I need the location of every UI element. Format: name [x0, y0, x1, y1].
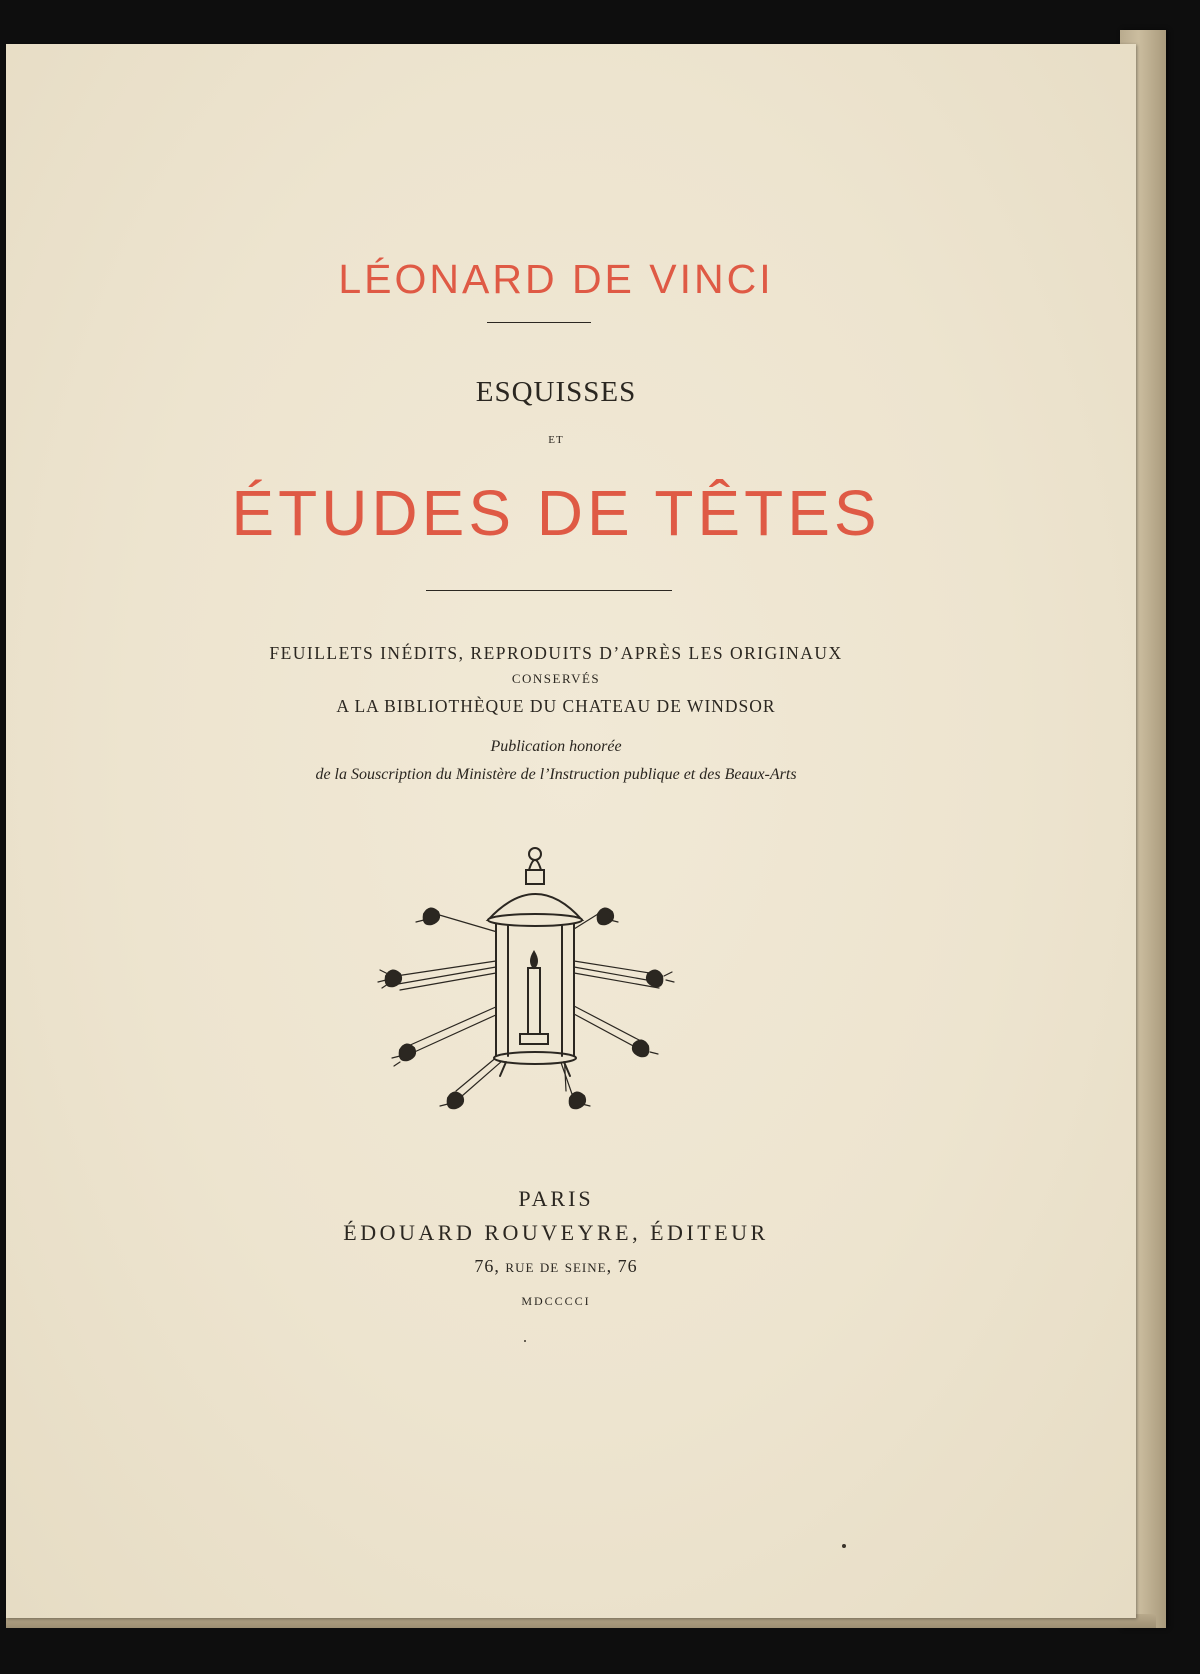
lantern-emblem-icon — [376, 836, 696, 1136]
paper-speck — [842, 1544, 846, 1548]
author-name: LÉONARD DE VINCI — [338, 256, 774, 302]
title-top-line: ESQUISSES — [475, 376, 637, 408]
publication-note-1: Publication honorée — [490, 738, 622, 755]
imprint-address: 76, rue de seine, 76 — [474, 1256, 638, 1276]
imprint-publisher: ÉDOUARD ROUVEYRE, ÉDITEUR — [343, 1220, 769, 1245]
paper-speck — [524, 1340, 526, 1342]
imprint-city: PARIS — [518, 1186, 594, 1211]
subtitle-line-1: FEUILLETS INÉDITS, REPRODUITS D’APRÈS LES ORIGINAUX — [269, 643, 843, 663]
divider-rule-top — [487, 322, 591, 323]
subtitle-line-2: CONSERVÉS — [511, 671, 601, 686]
divider-rule-bottom — [426, 590, 672, 591]
main-title: ÉTUDES DE TÊTES — [231, 477, 881, 549]
imprint-year: MDCCCCI — [521, 1294, 591, 1308]
title-page — [6, 44, 1136, 1618]
publication-note-2: de la Souscription du Ministère de l’Instruction publique et des Beaux-Arts — [315, 766, 797, 783]
subtitle-line-3: A LA BIBLIOTHÈQUE DU CHATEAU DE WINDSOR — [336, 696, 776, 716]
title-conjunction: ET — [548, 434, 564, 446]
